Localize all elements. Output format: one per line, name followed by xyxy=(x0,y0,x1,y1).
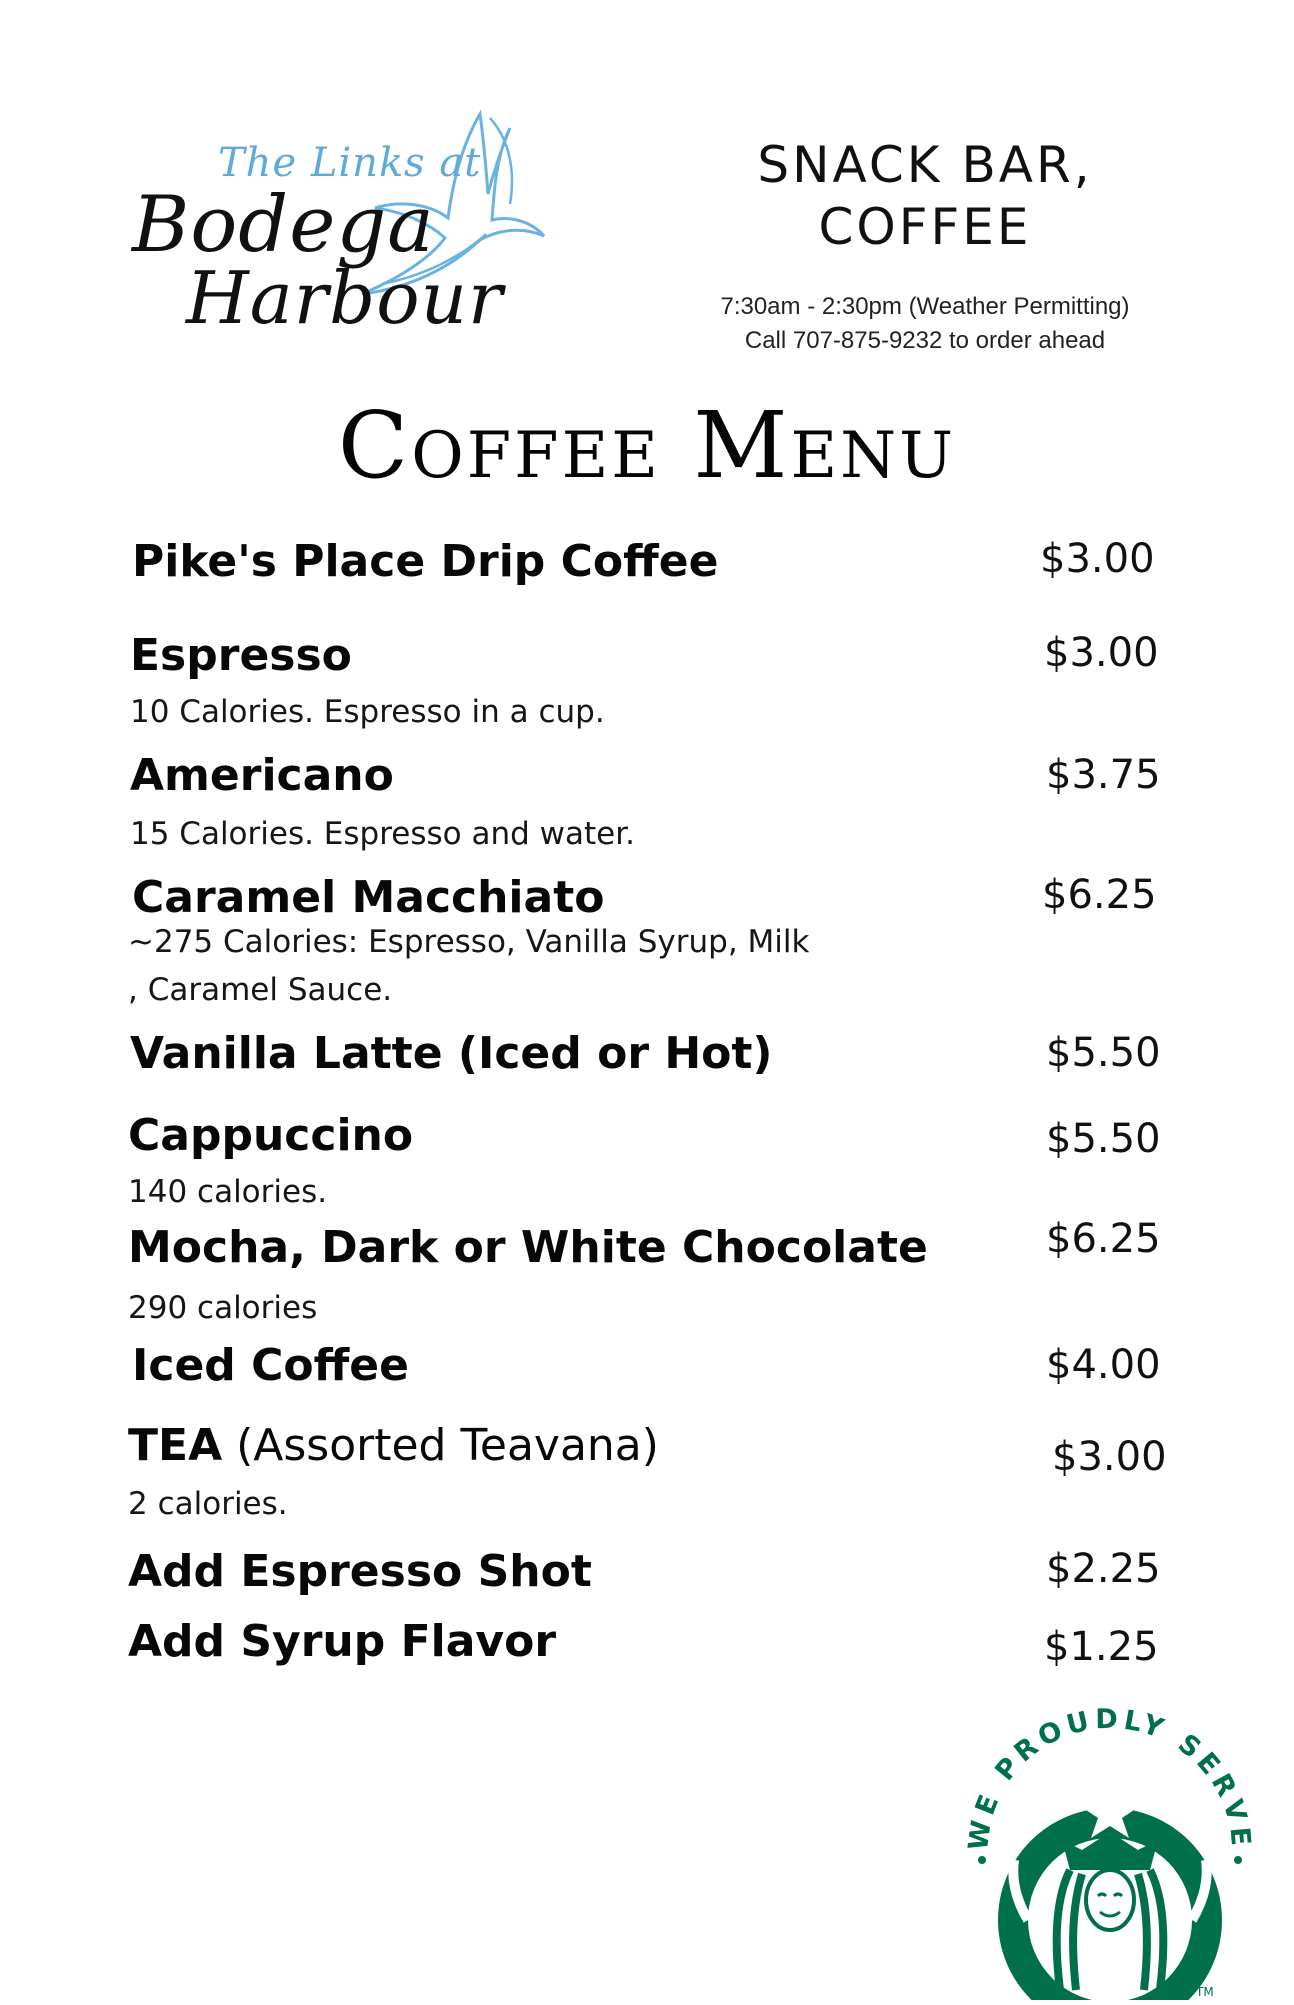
item-price: $2.25 xyxy=(1046,1546,1161,1592)
item-description: ~275 Calories: Espresso, Vanilla Syrup, Milk xyxy=(128,924,810,960)
bodega-harbour-logo xyxy=(130,108,550,338)
item-description: 290 calories xyxy=(128,1290,318,1326)
item-name: Caramel Macchiato xyxy=(132,872,605,923)
item-name: Cappuccino xyxy=(128,1110,414,1161)
item-price: $5.50 xyxy=(1046,1030,1161,1076)
item-name: Mocha, Dark or White Chocolate xyxy=(128,1222,928,1273)
item-description: 2 calories. xyxy=(128,1486,288,1522)
item-price: $3.00 xyxy=(1044,630,1159,676)
item-price: $5.50 xyxy=(1046,1116,1161,1162)
snack-title-line2: COFFEE xyxy=(818,198,1032,256)
hours-text: 7:30am - 2:30pm (Weather Permitting) xyxy=(720,293,1130,320)
item-description: , Caramel Sauce. xyxy=(128,972,393,1008)
hours-info xyxy=(660,290,1190,358)
starbucks-siren-icon xyxy=(998,1786,1222,2000)
item-name: Add Espresso Shot xyxy=(128,1546,592,1597)
item-name: Pike's Place Drip Coffee xyxy=(132,536,719,587)
logo-line-links: The Links at xyxy=(218,140,482,186)
item-name xyxy=(128,1420,659,1471)
logo-line-harbour: Harbour xyxy=(186,256,504,340)
item-name: Espresso xyxy=(130,630,352,681)
logo-line-bodega: Bodega xyxy=(132,180,435,270)
item-price: $1.25 xyxy=(1044,1624,1159,1670)
item-price: $6.25 xyxy=(1046,1216,1161,1262)
badge-text: WE PROUDLY SERVE xyxy=(962,1703,1257,1853)
we-proudly-serve-badge xyxy=(950,1690,1270,2000)
snack-bar-title xyxy=(690,134,1160,258)
item-name-bold: TEA xyxy=(128,1420,223,1471)
item-description: 15 Calories. Espresso and water. xyxy=(130,816,635,852)
phone-text: Call 707-875-9232 to order ahead xyxy=(744,327,1106,354)
badge-dot xyxy=(978,1856,986,1864)
item-price: $4.00 xyxy=(1046,1342,1161,1388)
item-name-rest: (Assorted Teavana) xyxy=(222,1420,659,1471)
item-name: Iced Coffee xyxy=(132,1340,409,1391)
item-description: 10 Calories. Espresso in a cup. xyxy=(130,694,605,730)
item-price: $3.00 xyxy=(1052,1434,1167,1480)
item-name: Vanilla Latte (Iced or Hot) xyxy=(130,1028,773,1079)
menu-title: Coffee Menu xyxy=(337,392,957,499)
snack-title-line1: SNACK BAR, xyxy=(757,136,1093,194)
badge-dot xyxy=(1234,1856,1242,1864)
item-description: 140 calories. xyxy=(128,1174,328,1210)
item-name: Add Syrup Flavor xyxy=(128,1616,557,1667)
item-price: $3.00 xyxy=(1040,536,1155,582)
trademark-mark: TM xyxy=(1196,1985,1214,1999)
item-price: $6.25 xyxy=(1042,872,1157,918)
item-name: Americano xyxy=(130,750,394,801)
item-price: $3.75 xyxy=(1046,752,1161,798)
